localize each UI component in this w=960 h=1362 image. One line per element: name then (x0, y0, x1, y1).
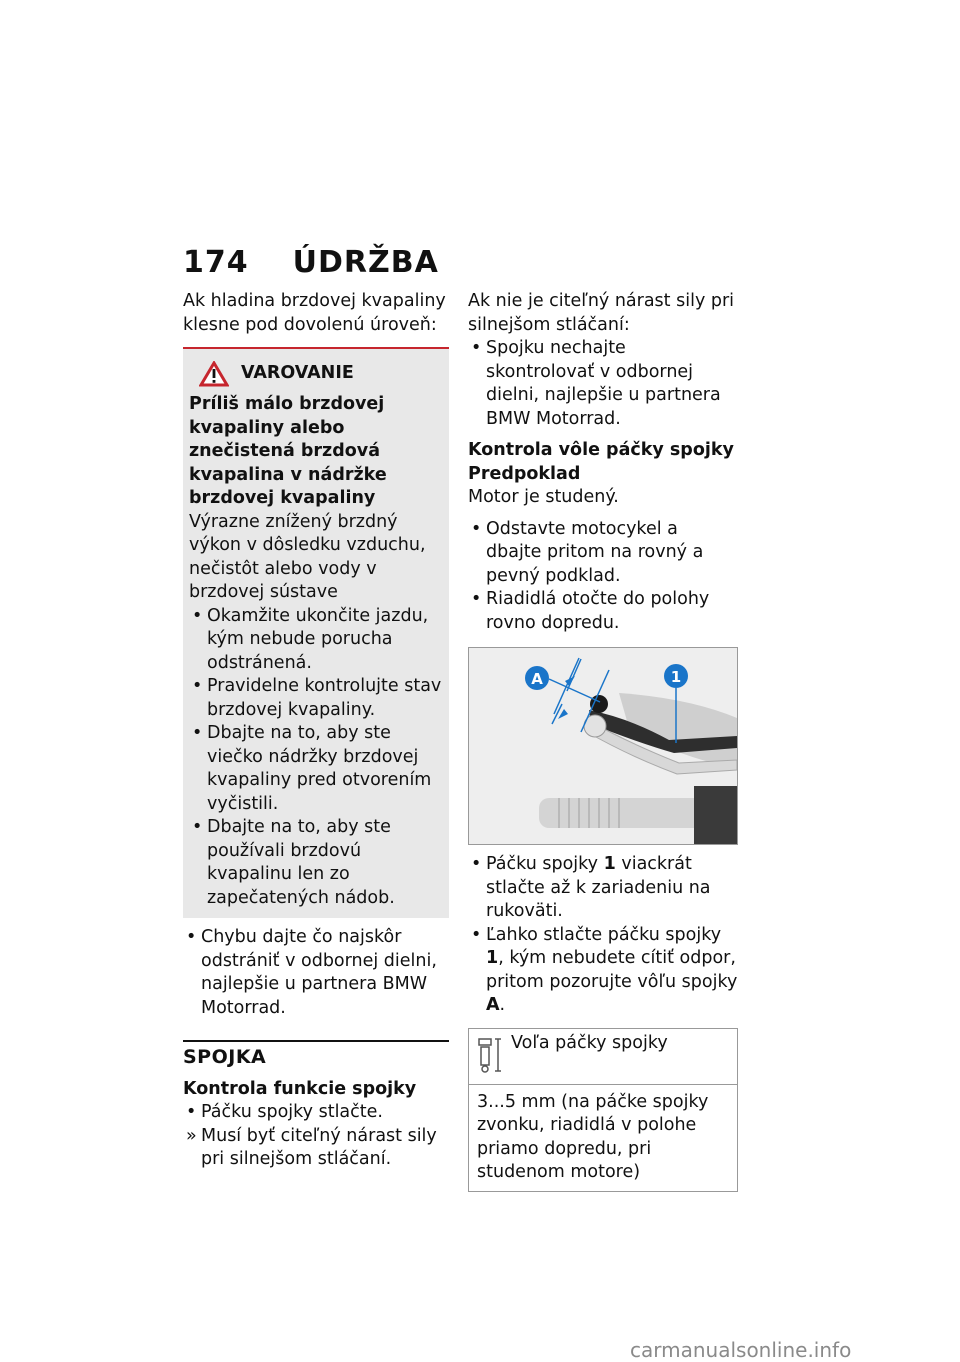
subsection-heading: Kontrola vôle páčky spojky (468, 440, 734, 460)
callout-a-label: A (531, 670, 543, 688)
warning-box (183, 347, 449, 918)
page-number: 174 (183, 245, 249, 280)
page-header (183, 245, 439, 280)
prerequisite-text: Motor je studený. (468, 487, 619, 507)
list-item: • Riadidlá otočte do polohy rovno dopredu. (468, 588, 738, 635)
prerequisite-heading: Predpoklad (468, 463, 581, 484)
spec-header (469, 1029, 737, 1085)
spec-value: 3...5 mm (na páčke spojky zvonku, riadidlá v polohe priamo dopredu, pri studenom motore) (477, 1091, 709, 1182)
list-item: • Páčku spojky 1 viackrát stlačte až k zariadeniu na rukoväti. (468, 853, 738, 924)
chapter-title: ÚDRŽBA (292, 245, 439, 280)
spec-table (468, 1028, 738, 1192)
right-column (468, 290, 738, 1192)
warning-item: • Okamžite ukončite jazdu, kým nebude porucha odstránená. (189, 605, 443, 676)
list-item: • Odstavte motocykel a dbajte pritom na rovný a pevný podklad. (468, 518, 738, 589)
warning-heading: Príliš málo brzdovej kvapaliny alebo znečistená brzdová kvapalina v nádržke brzdovej kvapaliny (189, 394, 387, 508)
clutch-lever-illustration (469, 648, 737, 844)
result-item: » Musí byť citeľný nárast sily pri silnejšom stláčaní. (183, 1125, 449, 1172)
section-rule (183, 1040, 449, 1070)
callout-1-label: 1 (670, 668, 682, 686)
left-column (183, 290, 449, 1172)
intro-text: Ak nie je citeľný nárast sily pri silnejšom stláčaní: (468, 291, 735, 335)
lever-play-icon (469, 1029, 511, 1084)
list-item: • Ľahko stlačte páčku spojky 1, kým nebudete cítiť odpor, pritom pozorujte vôľu spojky A. (468, 924, 738, 1018)
warning-title-row (199, 361, 443, 387)
warning-body: Výrazne znížený brzdný výkon v dôsledku vzduchu, nečistôt alebo vody v brzdovej sústave (189, 511, 426, 602)
warning-item: • Pravidelne kontrolujte stav brzdovej kvapaliny. (189, 675, 443, 722)
warning-item: • Dbajte na to, aby ste viečko nádržky brzdovej kvapaliny pred otvorením vyčistili. (189, 722, 443, 816)
spec-label: Voľa páčky spojky (511, 1032, 668, 1053)
clutch-lever-figure (468, 647, 738, 845)
warning-item: • Dbajte na to, aby ste používali brzdovú kvapalinu len zo zapečatených nádob. (189, 816, 443, 910)
warning-title: VAROVANIE (241, 363, 354, 384)
list-item: • Spojku nechajte skontrolovať v odbornej dielni, najlepšie u partnera BMW Motorrad. (468, 337, 738, 431)
list-item: • Chybu dajte čo najskôr odstrániť v odbornej dielni, najlepšie u partnera BMW Motorrad. (183, 926, 449, 1020)
warning-triangle-icon (199, 361, 229, 387)
intro-text: Ak hladina brzdovej kvapaliny klesne pod dovolenú úroveň: (183, 291, 446, 335)
step-item: • Páčku spojky stlačte. (183, 1101, 449, 1125)
footer-watermark: carmanualsonline.info (630, 1338, 852, 1362)
section-title: SPOJKA (183, 1046, 267, 1068)
subsection-heading: Kontrola funkcie spojky (183, 1078, 417, 1099)
